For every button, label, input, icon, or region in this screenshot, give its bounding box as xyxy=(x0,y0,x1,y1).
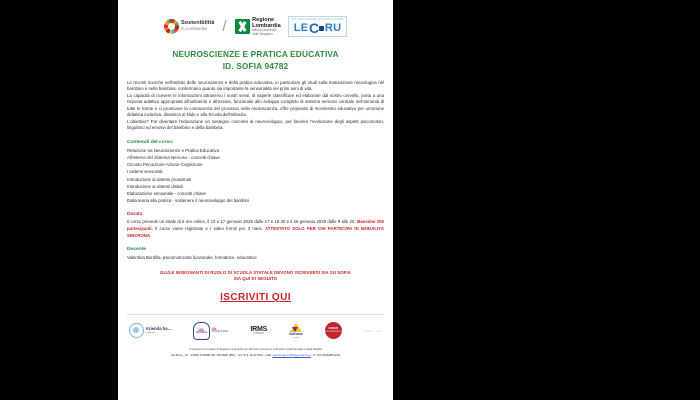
sostenibilita-logo-line1: Sostenibilità xyxy=(181,20,215,27)
page-title-line1: NEUROSCIENZE E PRATICA EDUCATIVA xyxy=(172,49,339,59)
logo-divider-slash: / xyxy=(222,18,227,35)
le-cru-logo xyxy=(288,16,348,37)
header-logo-row xyxy=(127,11,384,42)
contents-section xyxy=(127,139,384,204)
aithma-wordmark: Aithma xyxy=(289,331,303,337)
faint-grey-logo: smart ...ooh xyxy=(363,328,382,333)
regione-logo-line2: Lombardia xyxy=(252,22,281,29)
red-seal-logo xyxy=(325,322,342,339)
sostenibilita-logo-line2: in Lombardia xyxy=(181,26,208,32)
list-item: Dalla teoria alla pratica - sostenere il neurosviluppo dei bambini xyxy=(127,197,249,203)
ats-swirl-icon xyxy=(129,323,144,338)
intro-paragraph-1: Le recenti ricerche nell'ambito delle neuroscienze e della pratica educativa, in particolare gli studi sulla maturazione neurologica nel bambino e nella bambina, confermano quanto sia importante la sensorialità nei primi anni di vita. xyxy=(127,79,384,92)
durata-attestato-note: ATTESTATO SOLO PER CHI PARTECIPA IN MODALITÀ SINCRONA. xyxy=(127,225,384,238)
page-title xyxy=(127,49,384,73)
irms-subtitle: ISTITUTO xyxy=(253,333,264,336)
shield-icon xyxy=(193,322,210,340)
intro-paragraph-2: La capacità di ricevere le informazioni attraverso i nostri sensi, di saperle classificare ed elaborare dal nostro cervello, porta a una risposta adattiva appropriata all'ambiente e all'azione, funzionale allo sviluppo completo di sistema nervoso centrale nell'armonia di tutte le forme e ci promuove la conoscenza del processo nella neuroscienza, offre proposito di movimento educativo per un'azione didattica inclusiva, dinamica al Nido e alla Scuola dell'Infanzia. xyxy=(127,92,384,118)
footer-logo-row xyxy=(127,318,384,344)
uil-shield-line2: SCUOLA xyxy=(196,330,208,334)
plug-icon xyxy=(319,26,324,31)
durata-body xyxy=(127,219,384,239)
sdg-wheel-icon xyxy=(164,19,179,34)
le-cru-logo-wordmark xyxy=(294,21,342,35)
page-title-line2: ID. SOFIA 94782 xyxy=(222,60,289,71)
iscriviti-qui-container xyxy=(127,287,384,305)
flyer-page xyxy=(118,0,393,400)
ats-logo-line1: Azienda ha... xyxy=(145,326,172,332)
list-item: Introduzione ai sistemi prossimali xyxy=(127,176,191,182)
intro-body xyxy=(127,80,384,132)
red-seal-line1: CORSO xyxy=(328,327,338,331)
regione-lombardia-rose-icon xyxy=(235,19,250,34)
footer-email-link[interactable]: valentinabordilla@gmail.com xyxy=(272,352,311,357)
docente-name: Valentina Bordilla, psicomotricista funzionale, formatrice, educatrice xyxy=(127,254,257,260)
le-cru-right-text: RU xyxy=(324,21,342,34)
footer-contact-line xyxy=(127,353,384,358)
list-item: Elaborazione sensoriale - concetti chiave xyxy=(127,190,206,196)
contents-list xyxy=(127,147,384,203)
durata-heading: Durata xyxy=(127,211,143,217)
list-item: Relazione tra Neuroscienze e Pratica Educativa xyxy=(127,148,219,154)
list-item: All'interno del Sistema Nervoso - concetti chiave xyxy=(127,155,220,161)
sostenibilita-lombardia-logo xyxy=(164,19,215,34)
durata-max-participants: Massimo 250 partecipanti. xyxy=(127,219,384,231)
durata-section xyxy=(127,211,384,239)
irms-wordmark: IRMS xyxy=(250,326,268,334)
durata-text-start: Il corso prevede un totale di 8 ore online, il 10 e 17 gennaio 2025 dalle 17 e 19.30 e il 26 gennaio 2025 dalle 9 alle 20. xyxy=(127,219,357,225)
docente-heading: Docente xyxy=(127,247,146,253)
ats-logo-line2: nobile del ... xyxy=(145,332,157,335)
footer-vat: - P. IVA 04452811219 xyxy=(310,352,341,357)
footer-address: Via Broni, 16 - 24050 TORRE DE' ROVERI (BG) - Tel. 371.12.47.352 - mail: xyxy=(170,352,273,357)
intro-paragraph-3: L'obiettivo? Far diventare l'educazione un sostegno concreto al neurosviluppo, per favorire l'evoluzione degli aspetti psicomotori, linguistici ed emotivi del bambino e della bambina. xyxy=(127,118,384,131)
registration-note-line1: GLI/LE INSEGNANTI DI RUOLO DI SCUOLA STATALE DEVONO ISCRIVERSI SIA SU SOFIA xyxy=(159,270,351,276)
le-cru-logo-tagline: VALORIZZAZIONE QUALIFICAZIONE xyxy=(291,18,344,21)
list-item: Introduzione ai sistemi distali xyxy=(127,183,183,189)
regione-logo-line3: Istituto Nazionale xyxy=(252,27,277,32)
durata-text-mid: Il corso viene registrato e i video forniti per 3 mesi. xyxy=(152,225,265,231)
le-cru-left-text: LE xyxy=(293,21,309,34)
uil-logo-line2: SCUOLA RUA xyxy=(211,330,229,334)
footer-text xyxy=(127,348,384,358)
iscriviti-qui-link[interactable]: ISCRIVITI QUI xyxy=(220,291,291,303)
list-item: I sistemi sensoriali xyxy=(127,169,163,175)
docente-section xyxy=(127,246,384,261)
ats-logo xyxy=(129,323,171,338)
aithma-subtitle: scuola xyxy=(292,336,300,339)
triangle-icon xyxy=(290,323,302,332)
regione-lombardia-logo xyxy=(235,17,281,37)
le-cru-c-letter: C xyxy=(308,20,320,36)
uil-scuola-logo xyxy=(193,322,228,340)
uil-logo-line1: UIL xyxy=(211,326,217,331)
red-seal-line2: RICONOSCIUTO xyxy=(324,331,342,334)
registration-note xyxy=(127,270,384,282)
aithma-logo xyxy=(289,323,303,339)
irms-logo xyxy=(250,326,267,336)
regione-logo-line1: Regione xyxy=(252,16,275,23)
list-item: Circuito Percezione-Azione-Cognizione xyxy=(127,162,203,168)
registration-note-line2: SIA QUI DI SEGUITO xyxy=(233,276,278,282)
footer-program-line: Programma Formativo di Regione Lombardia con Ministero Istruzione e Ministero della Famiglia e della Natalità xyxy=(189,347,322,351)
footer-divider xyxy=(127,314,384,315)
contents-heading: Contenuti del corso: xyxy=(127,139,174,145)
regione-logo-line4: Valle Bergamo xyxy=(252,31,273,36)
uil-shield-line1: UIL xyxy=(198,326,205,332)
